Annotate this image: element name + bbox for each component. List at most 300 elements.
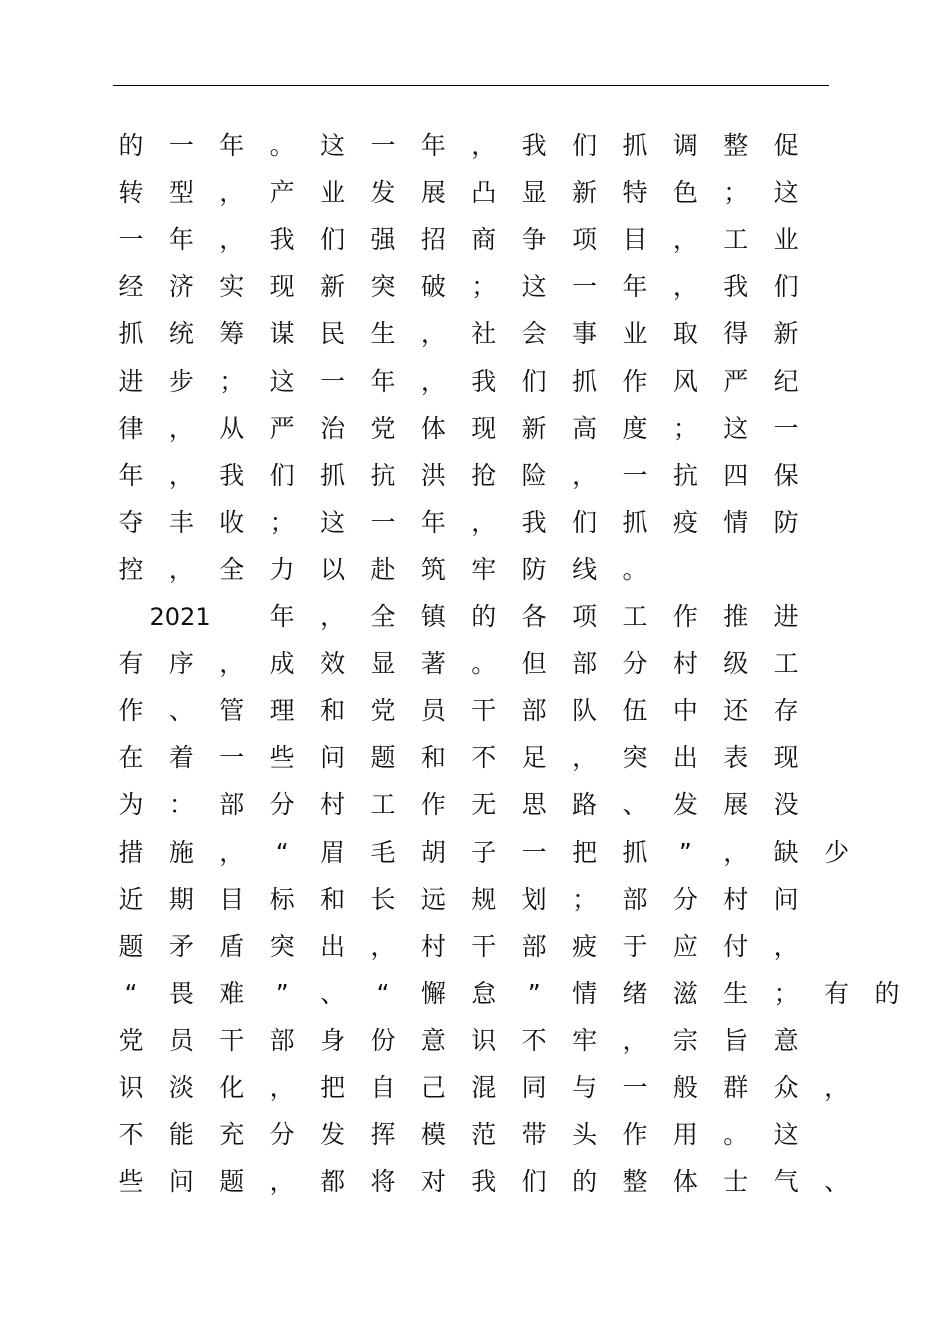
text-char: 宗 (672, 1025, 698, 1055)
text-char: 一 (521, 837, 547, 867)
text-char: ” (275, 978, 289, 1008)
text-line (0, 131, 950, 178)
text-char: 我 (269, 225, 295, 255)
text-char: ； (471, 272, 497, 302)
text-char: 破 (420, 272, 446, 302)
text-char: 年 (269, 602, 295, 631)
text-char: 疲 (572, 931, 598, 961)
text-char: 的 (471, 602, 497, 631)
text-line (0, 790, 950, 837)
text-char: 目 (622, 225, 648, 255)
text-char: 带 (521, 1120, 547, 1150)
text-char: 争 (521, 225, 547, 255)
text-char: 工 (370, 790, 396, 820)
text-char: 村 (420, 931, 446, 961)
text-char: 村 (672, 649, 698, 679)
text-char: 党 (370, 413, 396, 443)
text-char: 我 (471, 366, 497, 396)
text-char: 赴 (370, 554, 396, 584)
text-char: ， (370, 931, 396, 961)
text-char: 和 (320, 696, 346, 726)
text-char: 效 (320, 649, 346, 679)
text-char: 众 (773, 1073, 799, 1102)
text-char: 足 (521, 743, 547, 773)
text-char: 充 (219, 1120, 245, 1150)
text-char: ， (471, 507, 497, 537)
text-char: 我 (471, 1167, 497, 1197)
text-char: 纪 (773, 366, 799, 396)
text-char: 推 (723, 602, 749, 631)
text-char: 党 (118, 1025, 144, 1055)
text-char: 群 (723, 1073, 749, 1102)
text-char: 整 (723, 131, 749, 160)
text-char: 治 (320, 413, 346, 443)
text-char: 部 (622, 884, 648, 914)
text-char: 长 (370, 884, 396, 914)
text-char: 情 (723, 507, 749, 537)
text-char: 子 (471, 837, 497, 867)
text-char: 一 (370, 131, 396, 160)
text-char: 分 (622, 649, 648, 679)
text-char: 盾 (219, 931, 245, 961)
text-char: 牢 (572, 1025, 598, 1055)
text-char: 。 (622, 554, 648, 584)
text-char: 抓 (622, 131, 648, 160)
text-char: ” (678, 837, 692, 867)
text-char: 凸 (471, 178, 497, 208)
text-line (0, 1073, 950, 1120)
text-line (0, 555, 950, 602)
text-char: 谋 (269, 319, 295, 349)
text-char: ； (269, 507, 295, 537)
text-char: 缺 (773, 837, 799, 867)
text-char: 严 (269, 413, 295, 443)
text-char: ， (168, 460, 194, 490)
text-char: 工 (773, 649, 799, 679)
text-char: 旨 (723, 1025, 749, 1055)
text-char: 员 (420, 696, 446, 726)
text-char: 部 (521, 931, 547, 961)
text-char: 怠 (471, 978, 497, 1008)
text-char: 部 (572, 649, 598, 679)
text-char: 目 (219, 884, 245, 914)
text-char: 能 (168, 1120, 194, 1150)
text-char: 畏 (168, 978, 194, 1008)
text-char: 远 (420, 884, 446, 914)
text-char: 为 (118, 790, 144, 820)
text-char: 展 (420, 178, 446, 208)
text-char: ， (622, 1025, 648, 1055)
text-char: 们 (521, 1167, 547, 1197)
text-char: 措 (118, 837, 144, 867)
text-char: 这 (320, 507, 346, 537)
text-char: 年 (420, 131, 446, 160)
text-char: 管 (219, 696, 245, 726)
text-char: 线 (572, 554, 598, 584)
text-char: 都 (320, 1167, 346, 1197)
text-char: 施 (168, 837, 194, 867)
text-line (0, 1167, 950, 1214)
text-char: 发 (320, 1120, 346, 1150)
text-char: 济 (168, 272, 194, 302)
text-char: 律 (118, 413, 144, 443)
text-char: 体 (420, 413, 446, 443)
text-char: 身 (320, 1025, 346, 1055)
text-char: 促 (773, 131, 799, 160)
text-char: 度 (622, 413, 648, 443)
text-char: 这 (320, 131, 346, 160)
text-char: 统 (168, 319, 194, 349)
text-char: 、 (320, 978, 346, 1008)
text-char: 模 (420, 1120, 446, 1150)
text-char: 混 (471, 1073, 497, 1102)
text-char: 这 (521, 272, 547, 302)
text-char: 发 (672, 790, 698, 820)
text-char: ； (773, 978, 799, 1008)
text-char: 取 (672, 319, 698, 349)
text-char: 突 (622, 743, 648, 773)
text-char: 业 (320, 178, 346, 208)
text-char: ， (168, 554, 194, 584)
text-char: 进 (118, 366, 144, 396)
text-char: 识 (118, 1073, 144, 1102)
text-char: 这 (773, 178, 799, 208)
text-char: 社 (471, 319, 497, 349)
text-char: 应 (672, 931, 698, 961)
text-line (0, 508, 950, 555)
text-char: 步 (168, 366, 194, 396)
text-char: 。 (723, 1120, 749, 1150)
text-char: 路 (572, 790, 598, 820)
text-char: ， (269, 1167, 295, 1197)
text-char: 同 (521, 1073, 547, 1102)
text-char: 作 (622, 366, 648, 396)
text-char: 问 (168, 1167, 194, 1197)
text-char: 成 (269, 649, 295, 679)
text-char: 问 (320, 743, 346, 773)
text-char: ， (723, 837, 749, 867)
text-char: 干 (471, 931, 497, 961)
text-char: 强 (370, 225, 396, 255)
text-char: 新 (521, 413, 547, 443)
text-line (0, 649, 950, 696)
text-char: 一 (168, 131, 194, 160)
text-char: 抢 (471, 460, 497, 490)
text-char: 一 (320, 366, 346, 396)
text-char: 作 (420, 790, 446, 820)
text-char: 业 (773, 225, 799, 255)
text-char: 调 (672, 131, 698, 160)
text-char: 防 (773, 507, 799, 537)
text-char: 出 (672, 743, 698, 773)
text-char: 无 (471, 790, 497, 820)
text-char: ” (527, 978, 541, 1008)
text-char: 一 (572, 272, 598, 302)
text-char: 眉 (320, 837, 346, 867)
text-char: 年 (420, 507, 446, 537)
text-char: 特 (622, 178, 648, 208)
text-char: 夺 (118, 507, 144, 537)
text-char: 全 (370, 602, 396, 631)
text-char: 士 (723, 1167, 749, 1197)
text-char: 现 (471, 413, 497, 443)
text-char: 分 (672, 884, 698, 914)
text-char: 们 (320, 225, 346, 255)
text-char: 以 (320, 554, 346, 584)
text-char: 分 (269, 790, 295, 820)
text-char: 淡 (168, 1073, 194, 1102)
text-char: 项 (572, 225, 598, 255)
text-char: 情 (572, 978, 598, 1008)
text-char: 险 (521, 460, 547, 490)
text-char: 但 (521, 649, 547, 679)
text-char: 会 (521, 319, 547, 349)
text-char: 一 (118, 225, 144, 255)
text-char: 出 (320, 931, 346, 961)
text-char: 气 (773, 1167, 799, 1197)
text-line (0, 696, 950, 743)
text-char: 表 (723, 743, 749, 773)
text-char: 抓 (118, 319, 144, 349)
text-char: 胡 (420, 837, 446, 867)
text-char: 现 (269, 272, 295, 302)
text-char: 我 (521, 507, 547, 537)
text-char: 我 (521, 131, 547, 160)
text-line (0, 979, 950, 1026)
text-char: ， (824, 1073, 850, 1102)
text-char: 滋 (672, 978, 698, 1008)
text-line (0, 1120, 950, 1167)
text-char: 党 (370, 696, 396, 726)
text-char: 们 (773, 272, 799, 302)
text-char: 、 (622, 790, 648, 820)
text-char: 疫 (672, 507, 698, 537)
text-char: 分 (269, 1120, 295, 1150)
text-char: 一 (622, 1073, 648, 1102)
text-char: ， (773, 931, 799, 961)
text-char: 期 (168, 884, 194, 914)
text-char: 不 (118, 1120, 144, 1150)
text-char: 各 (521, 602, 547, 631)
text-char: 标 (269, 884, 295, 914)
text-char: 抓 (622, 507, 648, 537)
year-number: 2021 (149, 603, 211, 631)
text-char: 我 (723, 272, 749, 302)
text-char: 、 (168, 696, 194, 726)
text-line (0, 838, 950, 885)
text-char: 少 (824, 837, 850, 867)
text-char: ， (219, 225, 245, 255)
text-char: 工 (723, 225, 749, 255)
text-char: 化 (219, 1073, 245, 1102)
text-char: 级 (723, 649, 749, 679)
text-char: 商 (471, 225, 497, 255)
text-char: 新 (572, 178, 598, 208)
text-line (0, 319, 950, 366)
text-char: 抓 (572, 366, 598, 396)
text-char: 意 (773, 1025, 799, 1055)
text-char: 作 (672, 602, 698, 631)
text-char: 没 (773, 790, 799, 820)
text-char: ， (672, 225, 698, 255)
text-char: 挥 (370, 1120, 396, 1150)
text-char: 抓 (320, 460, 346, 490)
text-char: 把 (572, 837, 598, 867)
text-char: 题 (118, 931, 144, 961)
text-char: 们 (572, 507, 598, 537)
text-char: 些 (118, 1167, 144, 1197)
text-char: 难 (219, 978, 245, 1008)
text-char: ； (572, 884, 598, 914)
text-char: ， (269, 1073, 295, 1102)
text-char: 显 (370, 649, 396, 679)
text-char: 绪 (622, 978, 648, 1008)
text-char: 们 (521, 366, 547, 396)
text-char: 色 (672, 178, 698, 208)
text-char: 自 (370, 1073, 396, 1102)
text-char: 全 (219, 554, 245, 584)
text-char: 抗 (672, 460, 698, 490)
text-char: 还 (723, 696, 749, 726)
text-char: 严 (723, 366, 749, 396)
text-char: 我 (219, 460, 245, 490)
text-char: 新 (773, 319, 799, 349)
text-char: 、 (824, 1167, 850, 1197)
text-char: 有 (118, 649, 144, 679)
text-char: 丰 (168, 507, 194, 537)
text-char: 从 (219, 413, 245, 443)
text-char: 思 (521, 790, 547, 820)
text-char: 一 (370, 507, 396, 537)
text-char: 防 (521, 554, 547, 584)
text-line (0, 602, 950, 649)
text-char: 员 (168, 1025, 194, 1055)
text-char: 得 (723, 319, 749, 349)
text-line (0, 414, 950, 461)
text-char: 年 (118, 460, 144, 490)
text-char: 经 (118, 272, 144, 302)
text-char: 年 (370, 366, 396, 396)
text-char: 项 (572, 602, 598, 631)
text-line (0, 743, 950, 790)
text-char: 般 (672, 1073, 698, 1102)
text-char: 己 (420, 1073, 446, 1102)
text-char: 实 (219, 272, 245, 302)
text-char: 懈 (420, 978, 446, 1008)
text-char: 体 (672, 1167, 698, 1197)
text-char: 问 (773, 884, 799, 914)
text-char: 作 (622, 1120, 648, 1150)
text-char: 着 (168, 743, 194, 773)
text-char: 不 (471, 743, 497, 773)
text-char: 中 (672, 696, 698, 726)
text-char: 们 (269, 460, 295, 490)
text-char: 序 (168, 649, 194, 679)
text-char: 突 (269, 931, 295, 961)
text-char: 生 (723, 978, 749, 1008)
text-char: ， (219, 649, 245, 679)
text-char: 付 (723, 931, 749, 961)
text-char: 识 (471, 1025, 497, 1055)
text-char: 一 (773, 413, 799, 443)
text-char: 头 (572, 1120, 598, 1150)
text-char: 进 (773, 602, 799, 631)
text-char: ， (219, 178, 245, 208)
text-char: 的 (118, 131, 144, 160)
text-char: ， (219, 837, 245, 867)
text-char: 显 (521, 178, 547, 208)
text-char: 风 (672, 366, 698, 396)
text-char: 划 (521, 884, 547, 914)
text-char: 队 (572, 696, 598, 726)
text-char: 镇 (420, 602, 446, 631)
text-char: ， (320, 602, 346, 631)
text-char: ， (572, 743, 598, 773)
text-char: 著 (420, 649, 446, 679)
text-char: 题 (219, 1167, 245, 1197)
text-char: 型 (168, 178, 194, 208)
text-char: 民 (320, 319, 346, 349)
text-char: 伍 (622, 696, 648, 726)
text-char: 村 (723, 884, 749, 914)
text-char: “ (275, 837, 289, 867)
text-char: 有 (824, 978, 850, 1008)
text-line (0, 178, 950, 225)
text-char: 近 (118, 884, 144, 914)
text-char: 牢 (471, 554, 497, 584)
text-char: ， (572, 460, 598, 490)
text-char: 事 (572, 319, 598, 349)
text-char: 干 (219, 1025, 245, 1055)
text-char: 筑 (420, 554, 446, 584)
text-line (0, 367, 950, 414)
text-char: 规 (471, 884, 497, 914)
text-char: 于 (622, 931, 648, 961)
text-char: 和 (420, 743, 446, 773)
text-char: 工 (622, 602, 648, 631)
text-char: 力 (269, 554, 295, 584)
text-line (0, 885, 950, 932)
text-char: 。 (471, 649, 497, 679)
text-char: 把 (320, 1073, 346, 1102)
text-char: 干 (471, 696, 497, 726)
text-line (0, 1026, 950, 1073)
text-char: 对 (420, 1167, 446, 1197)
text-char: 一 (622, 460, 648, 490)
text-line (0, 932, 950, 979)
text-char: ， (420, 319, 446, 349)
text-line (0, 272, 950, 319)
text-char: 作 (118, 696, 144, 726)
text-char: 。 (269, 131, 295, 160)
text-char: 用 (672, 1120, 698, 1150)
text-char: ， (471, 131, 497, 160)
text-char: 四 (723, 460, 749, 490)
text-char: 控 (118, 554, 144, 584)
text-char: ； (672, 413, 698, 443)
text-char: 一 (219, 743, 245, 773)
text-char: 业 (622, 319, 648, 349)
text-char: “ (376, 978, 390, 1008)
text-char: 题 (370, 743, 396, 773)
text-char: ， (672, 272, 698, 302)
text-char: 将 (370, 1167, 396, 1197)
text-char: ， (168, 413, 194, 443)
text-char: 意 (420, 1025, 446, 1055)
text-char: 部 (521, 696, 547, 726)
text-line (0, 461, 950, 508)
text-char: 在 (118, 743, 144, 773)
